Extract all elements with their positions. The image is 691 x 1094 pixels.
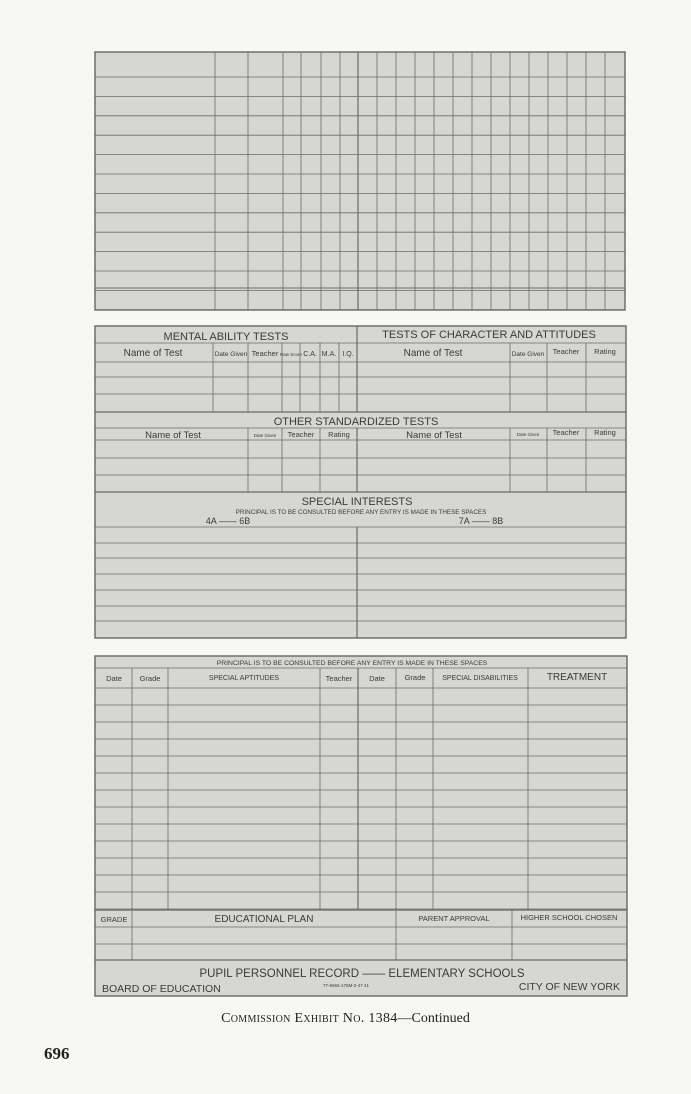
ch-header-teacher: Teacher bbox=[552, 347, 580, 356]
apt-header-date-2: Date bbox=[369, 674, 385, 683]
city-of-new-york: CITY OF NEW YORK bbox=[518, 981, 620, 993]
ma-header-iq: I.Q. bbox=[342, 351, 354, 358]
ch-header-date: Date Given bbox=[511, 351, 545, 358]
page-number: 696 bbox=[44, 1044, 70, 1063]
ma-header-raw: Raw Score bbox=[279, 352, 303, 357]
apt-header-treatment: TREATMENT bbox=[546, 672, 608, 683]
ot-left-name: Name of Test bbox=[145, 430, 201, 441]
ot-left-teacher: Teacher bbox=[287, 430, 315, 439]
ma-header-ma: M.A. bbox=[321, 351, 337, 358]
ma-header-teacher: Teacher bbox=[251, 349, 279, 358]
plan-header-higher-school: HIGHER SCHOOL CHOSEN bbox=[520, 913, 618, 922]
exhibit-caption-suffix: —Continued bbox=[397, 1011, 470, 1026]
board-of-education: BOARD OF EDUCATION bbox=[102, 983, 221, 995]
exhibit-caption bbox=[0, 1011, 691, 1027]
plan-header-parent-approval: PARENT APPROVAL bbox=[418, 914, 490, 923]
special-interests-note: PRINCIPAL IS TO BE CONSULTED BEFORE ANY ENTRY IS MADE IN THESE SPACES bbox=[235, 509, 487, 516]
plan-header-grade: GRADE bbox=[100, 915, 128, 924]
special-interests-left-grades: 4A —— 6B bbox=[205, 516, 251, 526]
apt-header-grade: Grade bbox=[139, 674, 161, 683]
ot-right-rating: Rating bbox=[594, 428, 616, 437]
ch-header-rating: Rating bbox=[594, 347, 616, 356]
other-tests-title: OTHER STANDARDIZED TESTS bbox=[273, 416, 439, 428]
special-interests-title: SPECIAL INTERESTS bbox=[301, 496, 413, 508]
apt-header-special-aptitudes: SPECIAL APTITUDES bbox=[208, 675, 280, 682]
ma-header-ca: C.A. bbox=[303, 351, 317, 358]
ma-header-name: Name of Test bbox=[123, 348, 183, 359]
special-interests-right-grades: 7A —— 8B bbox=[458, 516, 504, 526]
apt-header-grade-2: Grade bbox=[404, 673, 426, 682]
ot-right-name: Name of Test bbox=[406, 430, 462, 441]
mental-ability-title: MENTAL ABILITY TESTS bbox=[163, 331, 289, 343]
plan-header-educational-plan: EDUCATIONAL PLAN bbox=[214, 914, 314, 925]
card-title: PUPIL PERSONNEL RECORD —— ELEMENTARY SCHOOLS bbox=[199, 968, 525, 980]
apt-header-special-disabilities: SPECIAL DISABILITIES bbox=[442, 675, 518, 682]
ot-right-teacher: Teacher bbox=[552, 428, 580, 437]
aptitudes-note: PRINCIPAL IS TO BE CONSULTED BEFORE ANY ENTRY IS MADE IN THESE SPACES bbox=[216, 660, 488, 667]
exhibit-caption-label: Commission Exhibit No. 1384 bbox=[221, 1011, 398, 1026]
character-title: TESTS OF CHARACTER AND ATTITUDES bbox=[382, 329, 596, 341]
ot-left-date: Date Given bbox=[253, 433, 277, 438]
print-code: 77-6565-175M-2-47 41 bbox=[322, 983, 370, 988]
apt-header-teacher: Teacher bbox=[325, 674, 353, 683]
apt-header-date: Date bbox=[106, 674, 122, 683]
ot-left-rating: Rating bbox=[328, 430, 350, 439]
ot-right-date: Date Given bbox=[516, 432, 540, 437]
ch-header-name: Name of Test bbox=[403, 348, 463, 359]
ma-header-date: Date Given bbox=[214, 351, 248, 358]
